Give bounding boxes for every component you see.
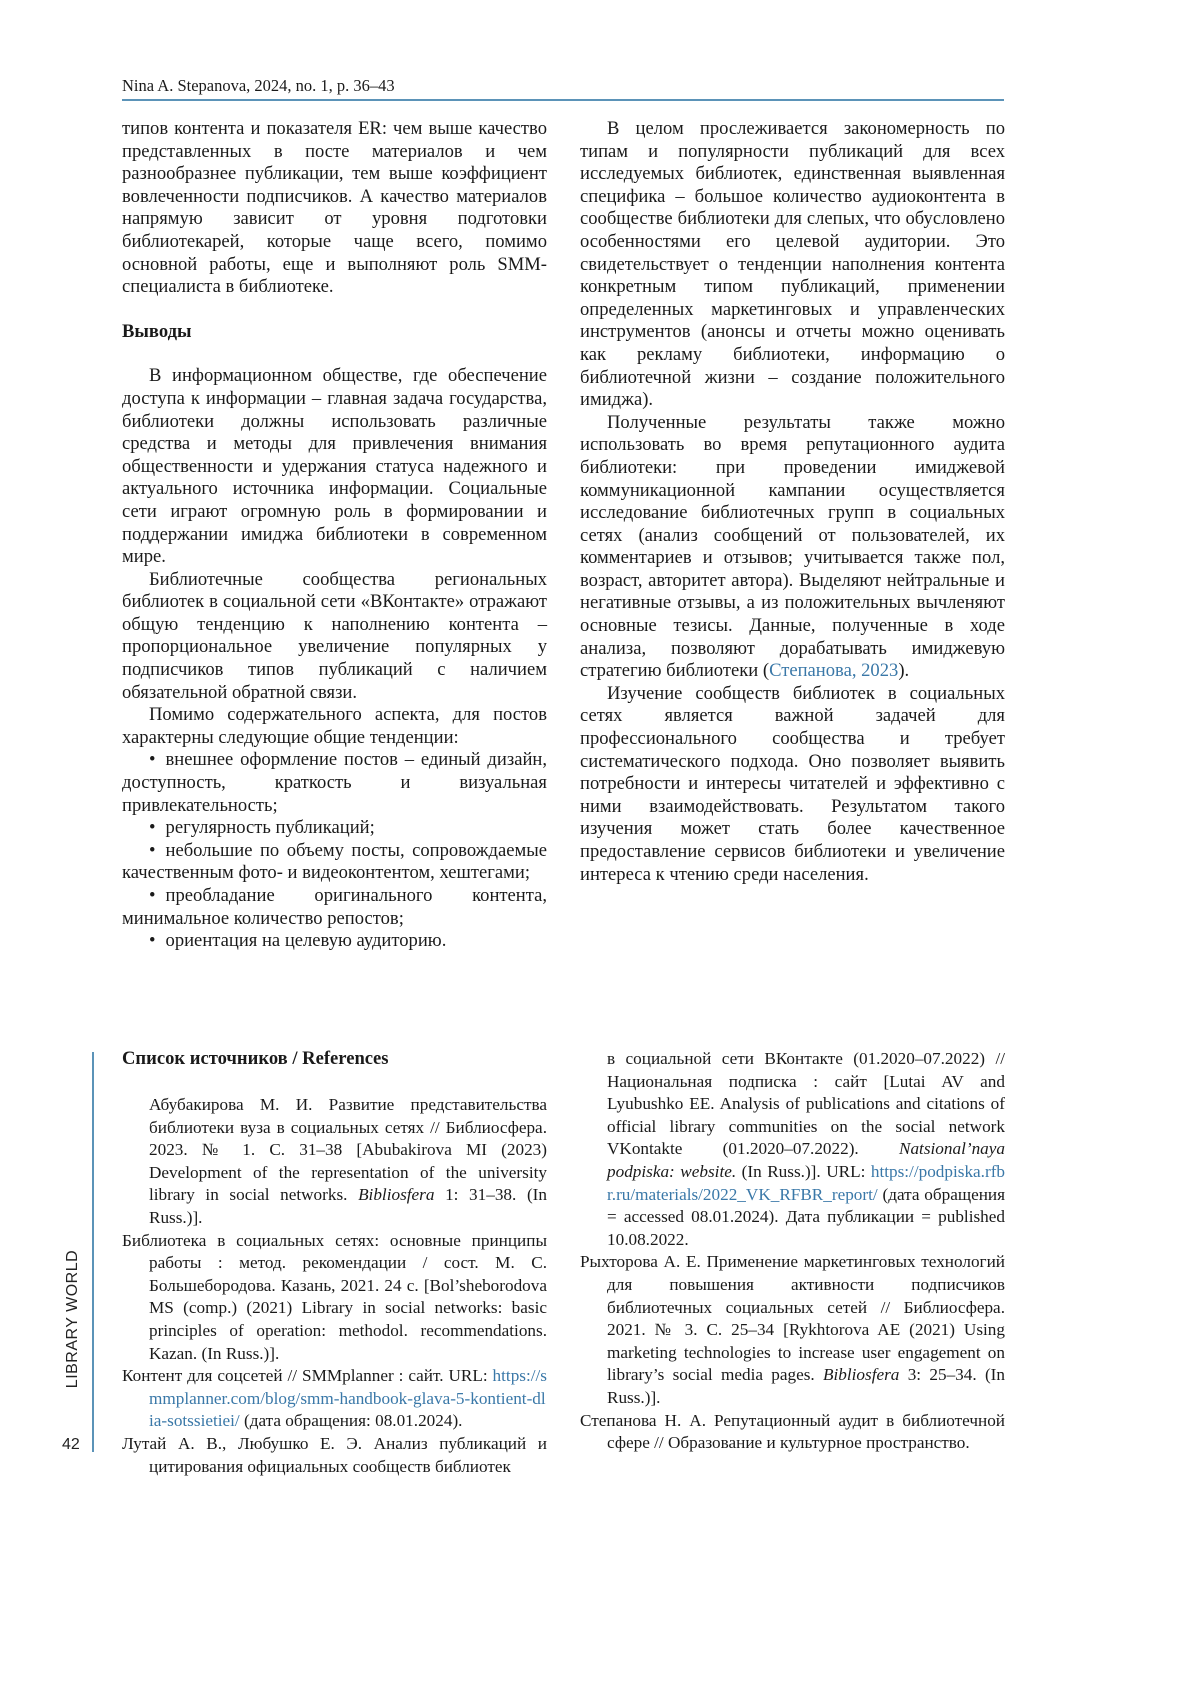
paragraph: В информационном обществе, где обеспечение доступа к информации – главная задача государства, библиотеки должны использовать различные средства и методы для привлечения внимания общественности и удержания статуса надежного и актуального источника информации. Социальные сети играют огромную роль в формировании и поддержании имиджа библиотеки в современном мире. [122,365,547,568]
list-item: • преобладание оригинального контента, минимальное количество репостов; [122,885,547,930]
paragraph: Помимо содержательного аспекта, для постов характерны следующие общие тенденции: [122,704,547,749]
paragraph: типов контента и показателя ER: чем выше качество представленных в посте материалов и чем разнообразнее публикации, тем выше коэффициент вовлеченности подписчиков. А качество материалов напрямую зависит от уровня подготовки библиотекарей, которые чаще всего, помимо основной работы, еще и выполняют роль SMM-специалиста в библиотеке. [122,118,547,299]
references-left [122,1094,547,1478]
references-heading: Список источников / References [122,1048,389,1070]
reference-item: Библиотека в социальных сетях: основные принципы работы : метод. рекомендации / сост. М. С. Большебородова. Казань, 2021. 24 с. [Bol’sheborodova MS (comp.) (2021) Library in social networks: basic principles of operation: methodol. recommendations. Kazan. (In Russ.)]. [122,1230,547,1366]
reference-item-continued [580,1048,1005,1251]
reference-item [122,1094,547,1230]
ref-url-link[interactable]: https://smmplanner.com/blog/smm-handbook-glava-5-kontient-dlia-sotssietiei/ [149,1366,547,1430]
list-item: • регулярность публикаций; [122,817,547,840]
right-column [580,118,1005,886]
ref-text: 1: 31–38. (In Russ.)]. [149,1185,547,1227]
ref-journal: Natsional’naya podpiska: website. [607,1139,1005,1181]
running-head: Nina A. Stepanova, 2024, no. 1, p. 36–43 [122,76,395,96]
list-item: • небольшие по объему посты, сопровождаемые качественным фото- и видеоконтентом, хештегами; [122,840,547,885]
paragraph: В целом прослеживается закономерность по типам и популярности публикаций для всех исследуемых библиотек, единственная выявленная специфика – большое количество аудиоконтента в сообществе библиотеки для слепых, что обусловлено особенностями его целевой аудитории. Это свидетельствует о тенденции наполнения контента конкретным типом публикаций, применении определенных маркетинговых и управленческих инструментов (анонсы и отчеты можно оценивать как рекламу библиотеки, информацию о библиотечной жизни – создание положительного имиджа). [580,118,1005,412]
ref-text: Рыхторова А. Е. Применение маркетинговых технологий для повышения активности подписчиков библиотечных социальных сетей // Библиосфера. 2021. № 3. С. 25–34 [Rykhtorova AE (2021) Using marketing technologies to increase user engagement on library’s social media pages. [580,1252,1005,1384]
ref-text: (дата обращения = accessed 08.01.2024). Дата публикации = published 10.08.2022. [607,1185,1005,1249]
bullet-list [122,749,547,952]
header-rule [122,99,1004,101]
list-item: • внешнее оформление постов – единый дизайн, доступность, краткость и визуальная привлекательность; [122,749,547,817]
reference-item: Лутай А. В., Любушко Е. Э. Анализ публикаций и цитирования официальных сообществ библиотек [122,1433,547,1478]
paragraph [580,412,1005,683]
ref-url-link[interactable]: https://podpiska.rfbr.ru/materials/2022_VK_RFBR_report/ [607,1162,1005,1204]
ref-journal: Bibliosfera [823,1365,899,1384]
paragraph-text: ). [898,660,909,681]
side-rule [92,1052,94,1452]
left-column [122,118,547,953]
journal-label: LIBRARY WORLD [64,1244,82,1394]
references-right [580,1048,1005,1455]
paragraph: Библиотечные сообщества региональных библиотек в социальной сети «ВКонтакте» отражают общую тенденцию к наполнению контента – пропорциональное увеличение популярных у подписчиков типов публикаций с наличием обязательной обратной связи. [122,569,547,705]
list-item: • ориентация на целевую аудиторию. [122,930,547,953]
paragraph: Изучение сообществ библиотек в социальных сетях является важной задачей для профессионального сообщества и требует систематического подхода. Оно позволяет выявить потребности и интересы читателей и эффективно с ними взаимодействовать. Результатом такого изучения может стать более качественное предоставление сервисов библиотеки и увеличение интереса к чтению среди населения. [580,683,1005,886]
reference-item [122,1365,547,1433]
reference-item [580,1251,1005,1409]
ref-text: (In Russ.)]. URL: [736,1162,871,1181]
reference-item: Степанова Н. А. Репутационный аудит в библиотечной сфере // Образование и культурное пространство. [580,1410,1005,1455]
paragraph-text: Полученные результаты также можно использовать во время репутационного аудита библиотеки: при проведении имиджевой коммуникационной кампании осуществляется исследование библиотечных групп в социальных сетях (анализ сообщений от пользователей, их комментариев и отзывов; учитывается также пол, возраст, авторитет автора). Выделяют нейтральные и негативные отзывы, а из положительных вычленяют основные тезисы. Данные, полученные в ходе анализа, позволяют дорабатывать имиджевую стратегию библиотеки ( [580,412,1005,682]
ref-text: 3: 25–34. (In Russ.)]. [607,1365,1005,1407]
ref-text: Абубакирова М. И. Развитие представительства библиотеки вуза в социальных сетях // Библиосфера. 2023. № 1. С. 31–38 [Abubakirova MI (2023) Development of the representation of the university library in social networks. [149,1095,547,1204]
section-heading: Выводы [122,321,547,344]
ref-text: (дата обращения: 08.01.2024). [240,1411,463,1430]
ref-journal: Bibliosfera [358,1185,434,1204]
ref-text: Контент для соцсетей // SMMplanner : сайт. URL: [122,1366,493,1385]
ref-text: в социальной сети ВКонтакте (01.2020–07.2022) // Национальная подписка : сайт [Lutai AV and Lyubushko EE. Analysis of publications and citations of official library communities on the social network VKontakte (01.2020–07.2022). [607,1049,1005,1158]
citation-link[interactable]: Степанова, 2023 [769,660,898,681]
page-number: 42 [62,1436,80,1454]
